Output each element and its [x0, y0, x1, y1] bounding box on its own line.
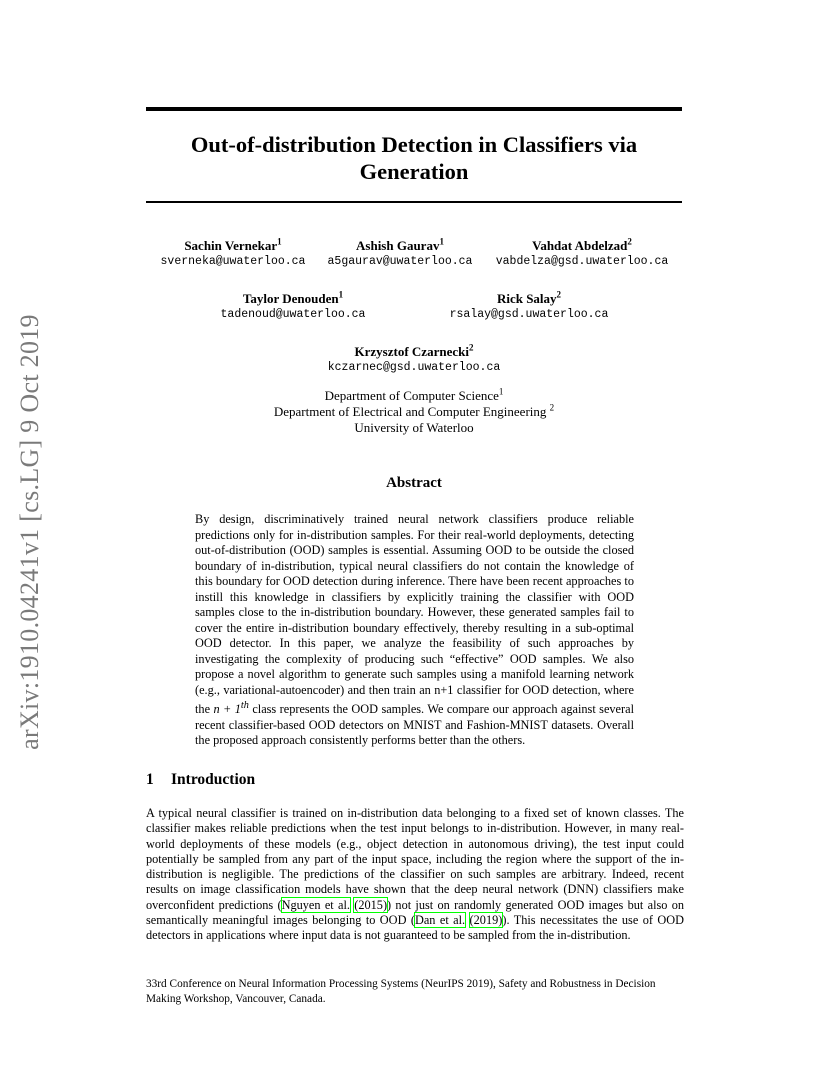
citation-link[interactable]: Nguyen et al. [281, 897, 350, 912]
paper-title: Out-of-distribution Detection in Classifiers via Generation [190, 132, 638, 184]
author-name: Krzysztof Czarnecki$^2$ [354, 342, 474, 359]
intro-body [146, 806, 684, 944]
footnote-line: Making Workshop, Vancouver, Canada. [146, 993, 326, 1005]
author-name: Vahdat Abdelzad$^2$ [532, 236, 632, 253]
citation-link[interactable]: (2015) [354, 897, 388, 912]
author-email[interactable]: tadenoud@uwaterloo.ca [220, 308, 366, 321]
section-heading [146, 771, 255, 789]
author-block [310, 344, 518, 376]
author-email[interactable]: kczarnec@gsd.uwaterloo.ca [327, 361, 501, 374]
author-email[interactable]: rsalay@gsd.uwaterloo.ca [449, 308, 609, 321]
section-number: 1 [146, 771, 154, 788]
math-expression: n + 1th [213, 700, 249, 717]
footnote-line: 33rd Conference on Neural Information Processing Systems (NeurIPS 2019), Safety and Robustness in Decision [146, 978, 656, 990]
affiliation-line: University of Waterloo [354, 420, 474, 435]
author-block [434, 291, 624, 323]
author-email[interactable]: vabdelza@gsd.uwaterloo.ca [495, 255, 669, 268]
author-block [200, 291, 386, 323]
author-block [318, 238, 482, 270]
abstract-heading: Abstract [386, 475, 442, 491]
intro-paragraph: A typical neural classifier is trained on in-distribution data belonging to a fixed set of known classes. The classifier makes reliable predictions when the test input belongs to in-distribution. However, in many real-world deployments of these models (e.g., object detection in autonomous driving), the test input could potentially be sampled from any part of the input space, including the region where the support of the in-distribution is negligible. The predictions of the classifier on such samples are arbitrary. Indeed, recent results on image classification models have shown that the deep neural network (DNN) classifiers make overconfident predictions (Nguyen et al. (2015)) not just on randomly generated OOD images but also on semantically meaningful images belonging to OOD (Dan et al. (2019)). This necessitates the use of OOD detectors in applications where input data is not guaranteed to be sampled from the in-distribution. [146, 806, 685, 943]
abstract-paragraph: By design, discriminatively trained neural network classifiers produce reliable predictions only for in-distribution samples. For their real-world deployments, detecting out-of-distribution (OOD) samples is essential. Assuming OOD to be outside the closed boundary of in-distribution, typical neural classifiers do not contain the knowledge of this boundary for OOD detection during inference. There have been recent approaches to instill this knowledge in classifiers by explicitly training the classifier with OOD samples close to the in-distribution boundary. However, these generated samples fail to cover the entire in-distribution boundary effectively, thereby resulting in a sub-optimal OOD detector. In this paper, we analyze the feasibility of such approaches by investigating the complexity of producing such “effective” OOD samples. We also propose a novel algorithm to generate such samples using a manifold learning network (e.g., variational-autoencoder) and then train an n+1 classifier for OOD detection, where the n + 1th class represents the OOD samples. We compare our approach against several recent classifier-based OOD detectors on MNIST and Fashion-MNIST datasets. Overall the proposed approach consistently performs better than the others. [195, 512, 634, 748]
author-email[interactable]: sverneka@uwaterloo.ca [160, 255, 306, 268]
author-email[interactable]: a5gaurav@uwaterloo.ca [327, 255, 473, 268]
conference-footnote [146, 977, 686, 1007]
citation-link[interactable]: (2019) [469, 913, 503, 928]
section-title: Introduction [171, 771, 256, 788]
abstract-body [195, 512, 634, 749]
author-block [486, 238, 678, 270]
affiliations [146, 388, 682, 436]
title-bottom-rule [146, 201, 682, 203]
author-block [150, 238, 316, 270]
arxiv-stamp-text: arXiv:1910.04241v1 [cs.LG] 9 Oct 2019 [15, 314, 44, 750]
title-top-rule [146, 107, 682, 111]
citation-link[interactable]: Dan et al. [414, 913, 466, 928]
author-name: Rick Salay$^2$ [496, 289, 562, 306]
author-name: Ashish Gaurav$^1$ [356, 236, 444, 253]
arxiv-stamp [10, 296, 50, 768]
affiliation-line: Department of Computer Science$^1$ [324, 386, 504, 403]
affiliation-line: Department of Electrical and Computer Engineering $^2$ [273, 402, 555, 419]
author-name: Taylor Denouden$^1$ [242, 289, 344, 306]
author-name: Sachin Vernekar$^1$ [184, 236, 282, 253]
